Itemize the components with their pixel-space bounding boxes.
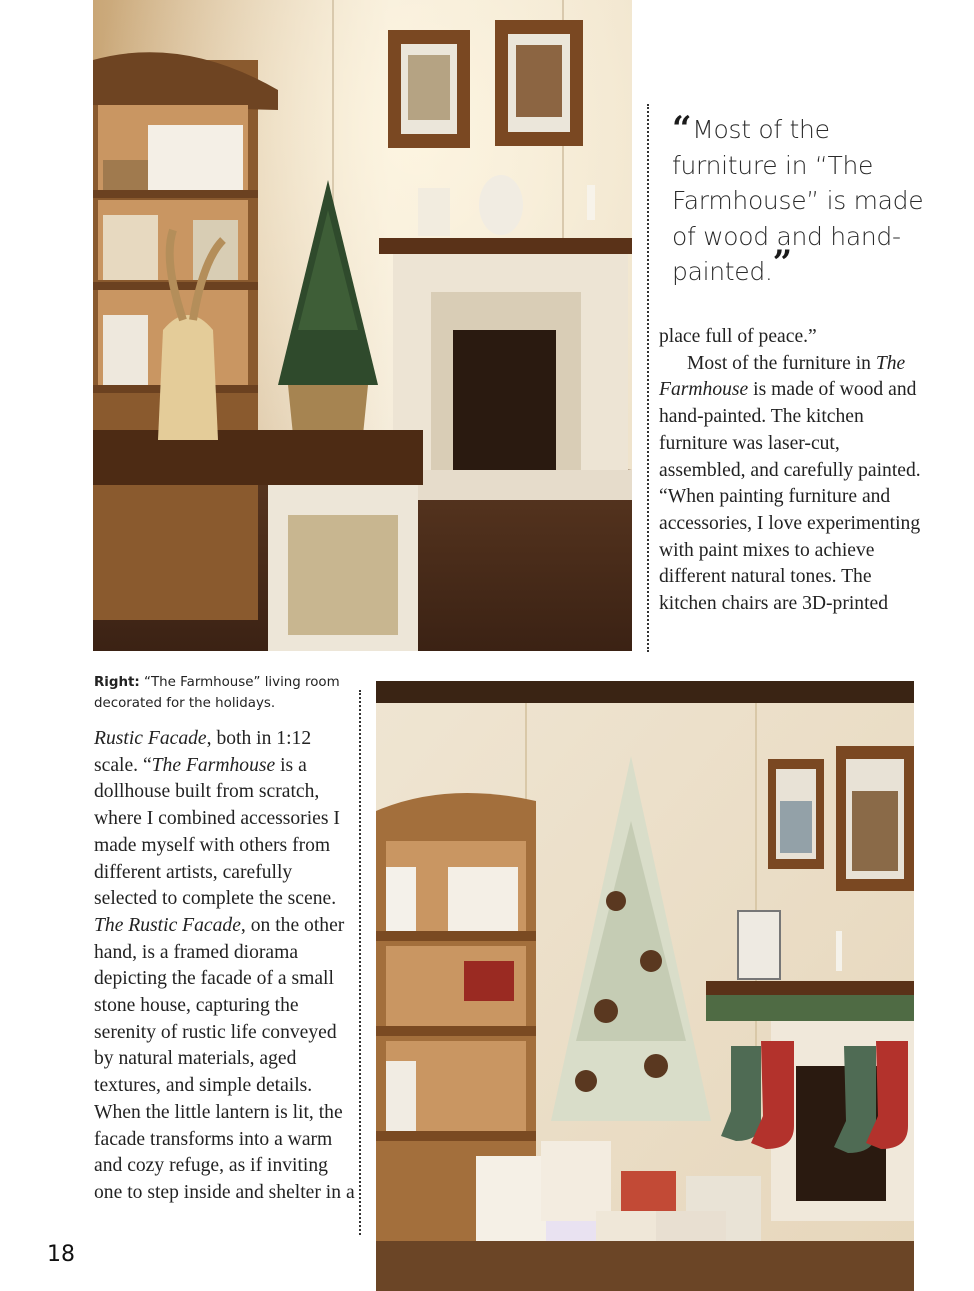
quote-close-mark: ”: [772, 243, 792, 283]
body-column-right: [659, 324, 924, 618]
paragraph: [659, 351, 924, 618]
italic-title: The Farmhouse: [151, 754, 276, 776]
text-run: Most of the furniture in: [687, 352, 876, 374]
text-run: is a dollhouse built from scratch, where I combined accessories I made myself with others from different artists, carefully selected to complete the scene.: [94, 754, 340, 910]
holiday-living-room-photo: [376, 681, 914, 1291]
body-column-left: [94, 726, 356, 1207]
italic-title: The Rustic Facade: [94, 914, 241, 936]
caption-label: Right:: [94, 675, 140, 690]
text-run: , on the other hand, is a framed diorama depicting the facade of a small stone house, capturing the serenity of rustic life conveyed by natural materials, aged textures, and simple details. When the little lantern is lit, the facade transforms into a warm and cozy refuge, as if inviting one to step inside and shelter in a: [94, 914, 355, 1203]
pull-quote-text: Most of the furniture in “The Farmhouse” is made of wood and hand-painted.: [672, 115, 924, 286]
column-divider-left: [359, 690, 361, 1235]
column-divider-right: [647, 104, 649, 652]
italic-title: The Farmhouse: [659, 352, 906, 401]
photo-caption: [94, 673, 356, 714]
living-room-fireplace-photo: [93, 0, 632, 651]
paragraph: [94, 726, 356, 1207]
italic-title: Rustic Facade: [94, 728, 207, 749]
text-run: , both in 1:12 scale. “: [94, 728, 312, 776]
paragraph: place full of peace.”: [659, 326, 817, 347]
pull-quote: [672, 109, 942, 290]
page-number: 18: [47, 1242, 75, 1267]
caption-text: “The Farmhouse” living room decorated for the holidays.: [94, 675, 340, 711]
text-run: is made of wood and hand-painted. The kitchen furniture was laser-cut, assembled, and carefully painted. “When painting furniture and accessories, I love experimenting with paint mixes to achieve different natural tones. The kitchen chairs are 3D-printed: [659, 379, 921, 615]
quote-open-mark: “: [672, 109, 692, 149]
